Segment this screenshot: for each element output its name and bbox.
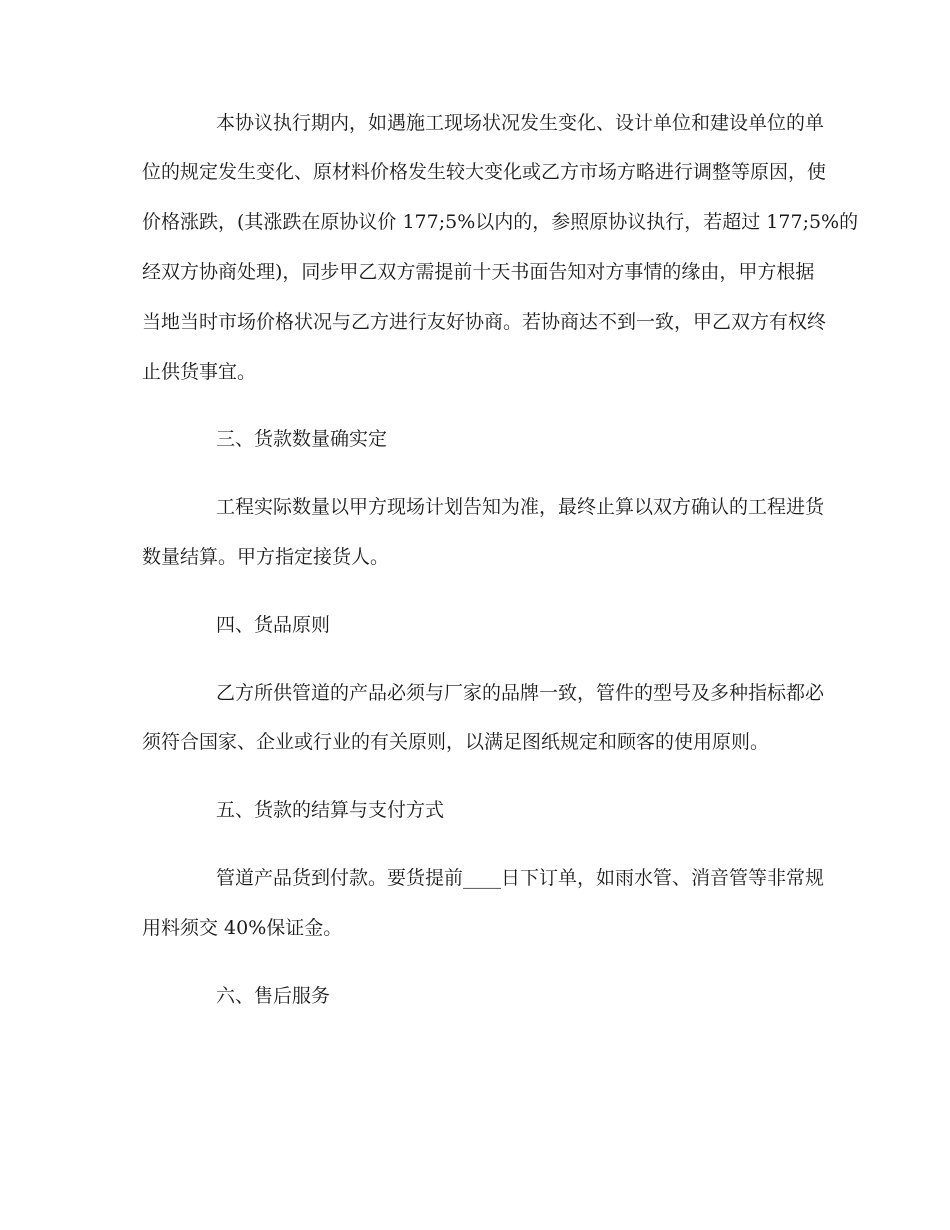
price-adjustment-line-2: 位的规定发生变化、原材料价格发生较大变化或乙方市场方略进行调整等原因，使	[142, 161, 827, 183]
section-5-heading: 五、货款的结算与支付方式	[216, 799, 445, 821]
section-4-line-2: 须符合国家、企业或行业的有关原则，以满足图纸规定和顾客的使用原则。	[142, 731, 770, 753]
section-3-line-2: 数量结算。甲方指定接货人。	[142, 546, 390, 568]
section-5-line-1: 管道产品货到付款。要货提前____日下订单，如雨水管、消音管等非常规	[216, 867, 825, 889]
price-adjustment-line-6: 止供货事宜。	[142, 361, 257, 383]
section-5-line-2: 用料须交 40%保证金。	[142, 917, 343, 939]
price-adjustment-line-3: 价格涨跌，(其涨跌在原协议价 177;5%以内的，参照原协议执行，若超过 177;5%的	[142, 211, 859, 233]
section-6-heading: 六、售后服务	[216, 985, 331, 1007]
price-adjustment-line-1: 本协议执行期内，如遇施工现场状况发生变化、设计单位和建设单位的单	[216, 112, 825, 134]
price-adjustment-line-4: 经双方协商处理)，同步甲乙双方需提前十天书面告知对方事情的缘由，甲方根据	[142, 261, 815, 283]
section-3-line-1: 工程实际数量以甲方现场计划告知为准，最终止算以双方确认的工程进货	[216, 496, 825, 518]
section-4-line-1: 乙方所供管道的产品必须与厂家的品牌一致，管件的型号及多种指标都必	[216, 682, 825, 704]
section-4-heading: 四、货品原则	[216, 614, 331, 636]
section-3-heading: 三、货款数量确实定	[216, 428, 388, 450]
price-adjustment-line-5: 当地当时市场价格状况与乙方进行友好协商。若协商达不到一致，甲乙双方有权终	[142, 311, 827, 333]
